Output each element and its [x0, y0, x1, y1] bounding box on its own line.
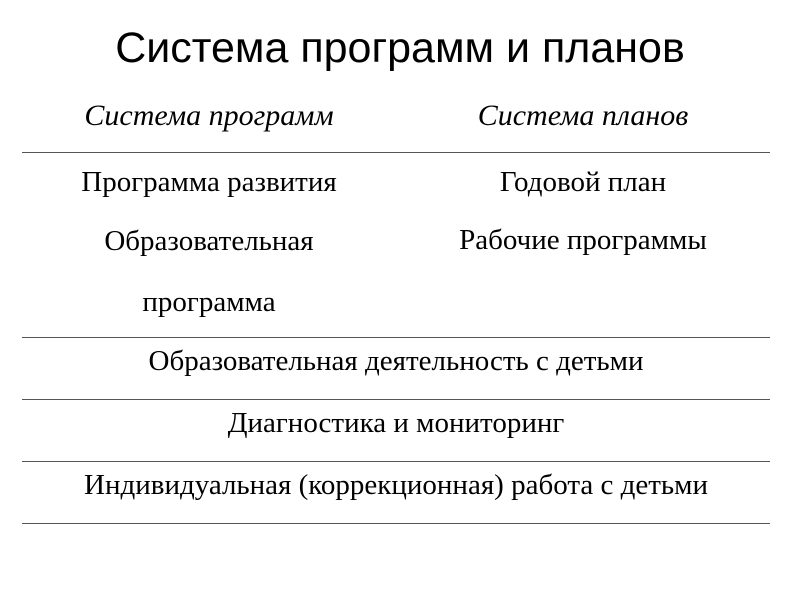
programs-column: [22, 153, 396, 337]
programs-plans-table: [22, 88, 770, 524]
plan-item: Годовой план: [499, 166, 667, 198]
header-programs-system: Система программ: [84, 99, 334, 132]
table-row: Диагностика и мониторинг: [22, 400, 770, 462]
table-row: Индивидуальная (коррекционная) работа с детьми: [22, 462, 770, 524]
plans-column: [396, 153, 770, 337]
table-row: Образовательная деятельность с детьми: [22, 338, 770, 400]
header-plans-system: Система планов: [477, 99, 689, 132]
program-item: Программа развития: [81, 166, 337, 198]
table-header-row: [22, 88, 770, 153]
programs-plans-row: [22, 153, 770, 338]
plan-item: Рабочие программы: [459, 224, 707, 256]
program-item: Образовательная программа: [104, 225, 314, 318]
slide-title: Система программ и планов: [115, 24, 685, 72]
